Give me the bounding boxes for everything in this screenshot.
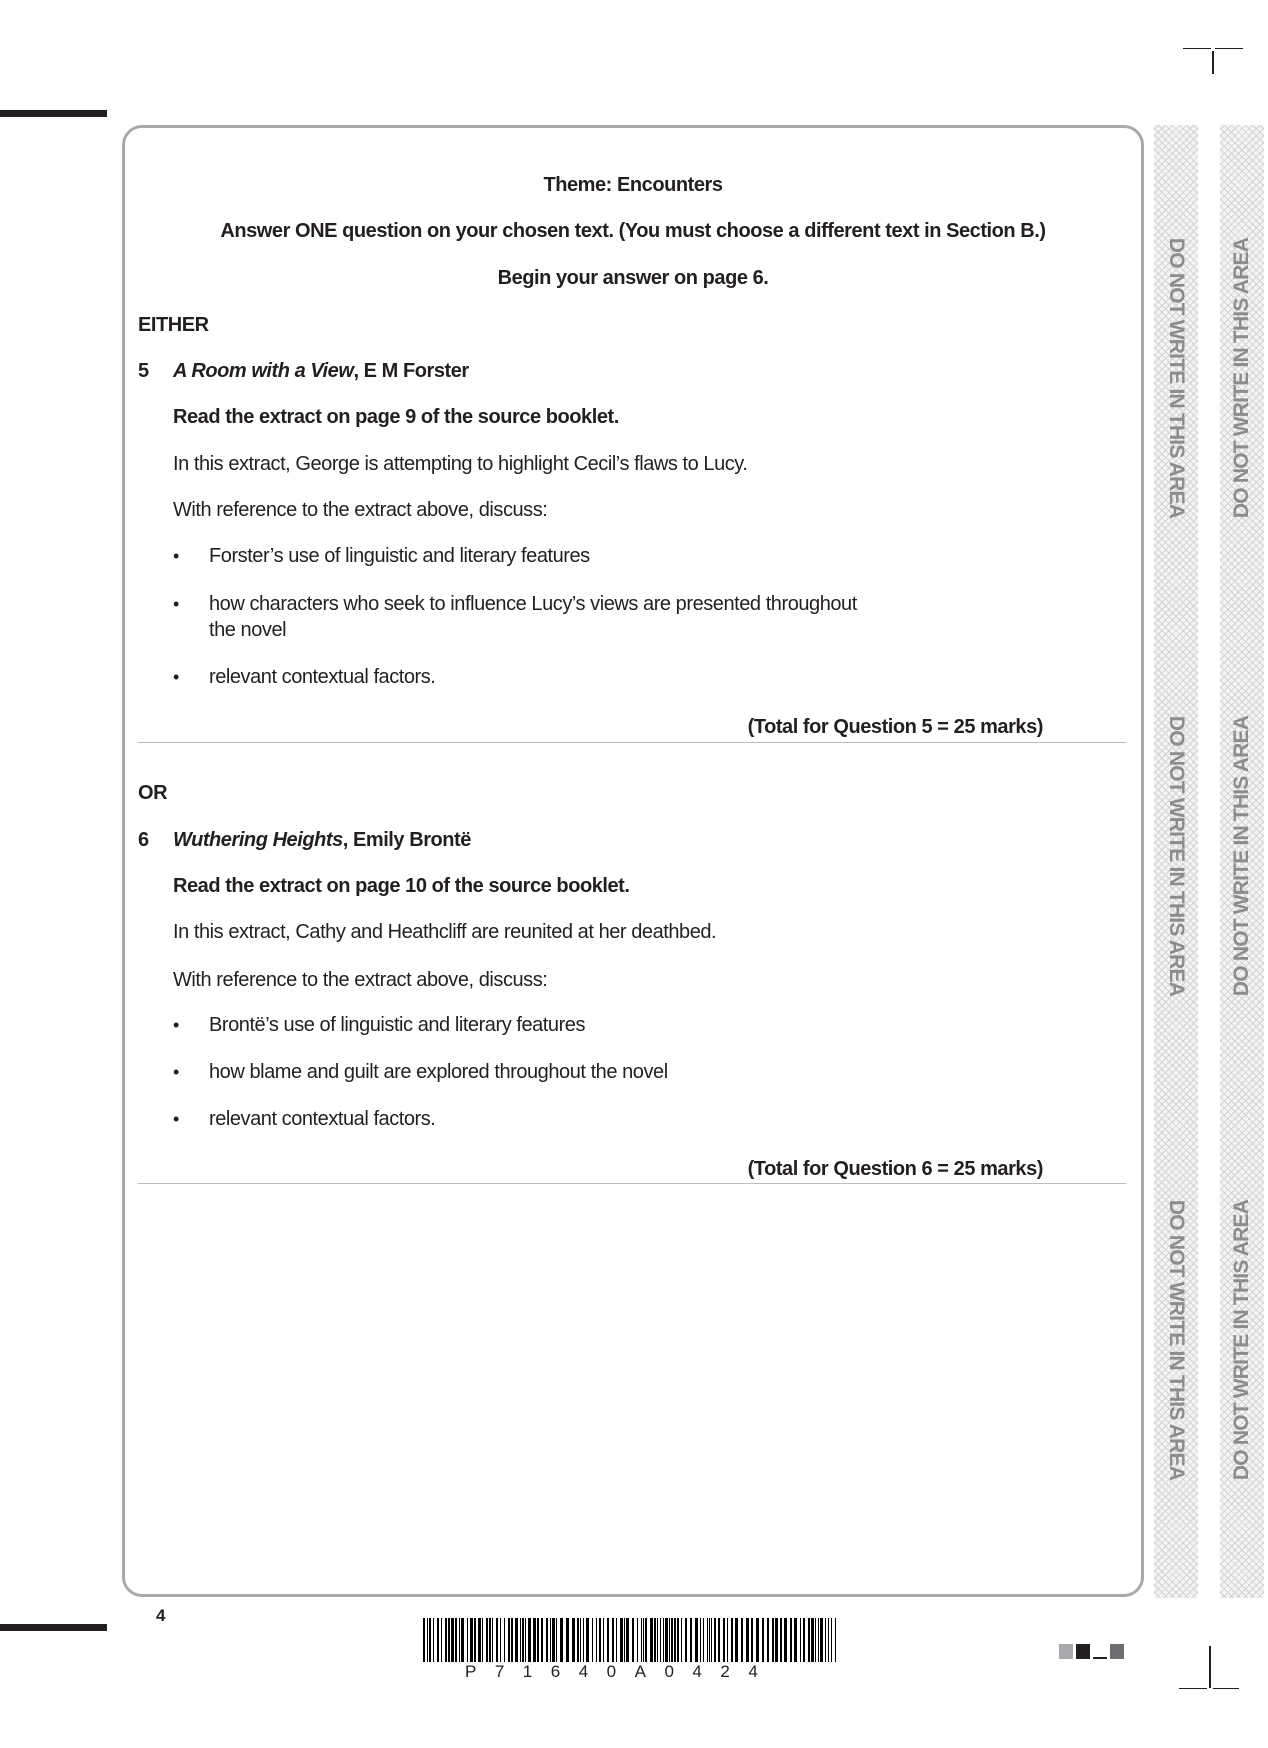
- barcode-bar: [620, 1618, 623, 1662]
- barcode-bar: [707, 1618, 708, 1662]
- registration-bar-bottom: [0, 1624, 107, 1631]
- divider: [138, 742, 1126, 743]
- either-label: EITHER: [138, 314, 209, 336]
- barcode-bar: [486, 1618, 488, 1662]
- instruction: Answer ONE question on your chosen text. (You must choose a different text in Section B.): [220, 220, 1046, 242]
- barcode-bar: [616, 1618, 617, 1662]
- barcode-bar: [550, 1618, 551, 1662]
- barcode-bar: [709, 1618, 710, 1662]
- barcode-bar: [800, 1618, 801, 1662]
- barcode-bar: [674, 1618, 676, 1662]
- barcode-bar: [566, 1618, 569, 1662]
- barcode-bar: [441, 1618, 442, 1662]
- barcode-bar: [592, 1618, 593, 1662]
- context-text: In this extract, Cathy and Heathcliff are reunited at her deathbed.: [173, 921, 717, 943]
- barcode-bar: [820, 1618, 823, 1662]
- barcode-bar: [603, 1618, 604, 1662]
- barcode-bar: [546, 1618, 548, 1662]
- crop-mark: [1215, 48, 1243, 49]
- question-number: 6: [138, 829, 149, 851]
- barcode-bar: [508, 1618, 510, 1662]
- barcode-bar: [451, 1618, 454, 1662]
- barcode-bar: [583, 1618, 584, 1662]
- bullet-item: relevant contextual factors.: [209, 1108, 436, 1130]
- barcode-bar: [731, 1618, 733, 1662]
- book-title: A Room with a View: [173, 360, 354, 382]
- barcode-bar: [775, 1618, 778, 1662]
- question-title: [173, 828, 471, 852]
- bullet-item: Forster’s use of linguistic and literary features: [209, 545, 590, 567]
- divider: [138, 1183, 1126, 1184]
- barcode-bar: [489, 1618, 491, 1662]
- barcode-bar: [718, 1618, 720, 1662]
- question-title: [173, 359, 469, 383]
- bullet-icon: •: [173, 667, 180, 687]
- crop-mark: [1213, 1688, 1239, 1689]
- begin-page-note: Begin your answer on page 6.: [497, 267, 769, 289]
- barcode-bar: [445, 1618, 447, 1662]
- barcode-bar: [790, 1618, 792, 1662]
- margin-warning: DO NOT WRITE IN THIS AREA: [1165, 237, 1188, 519]
- margin-warning: DO NOT WRITE IN THIS AREA: [1165, 715, 1188, 997]
- barcode-bar: [723, 1618, 725, 1662]
- crop-mark: [1209, 1646, 1211, 1688]
- barcode-bar: [541, 1618, 543, 1662]
- bullet-icon: •: [173, 1062, 180, 1082]
- book-title: Wuthering Heights: [173, 829, 343, 851]
- answer-box: [122, 125, 1144, 1597]
- crop-mark: [1183, 48, 1211, 49]
- barcode: [423, 1618, 843, 1662]
- total-marks: (Total for Question 6 = 25 marks): [747, 1158, 1043, 1180]
- barcode-bar: [714, 1618, 716, 1662]
- barcode-bar: [803, 1618, 805, 1662]
- barcode-bar: [654, 1618, 656, 1662]
- barcode-bar: [643, 1618, 644, 1662]
- barcode-bar: [496, 1618, 498, 1662]
- barcode-bar: [695, 1618, 698, 1662]
- bullet-item: how characters who seek to influence Lucy’s views are presented throughout: [209, 593, 857, 615]
- barcode-bar: [437, 1618, 439, 1662]
- barcode-bar: [703, 1618, 704, 1662]
- barcode-bar: [735, 1618, 738, 1662]
- barcode-bar: [641, 1618, 642, 1662]
- barcode-bar: [825, 1618, 826, 1662]
- barcode-bar: [756, 1618, 759, 1662]
- barcode-bar: [632, 1618, 634, 1662]
- barcode-bar: [423, 1618, 425, 1662]
- barcode-bar: [811, 1618, 814, 1662]
- barcode-bar: [580, 1618, 581, 1662]
- barcode-bar: [560, 1618, 563, 1662]
- barcode-bar: [784, 1618, 787, 1662]
- or-label: OR: [138, 782, 168, 804]
- barcode-text: P71640A0424: [465, 1662, 777, 1681]
- margin-warning: DO NOT WRITE IN THIS AREA: [1230, 1199, 1253, 1481]
- barcode-bar: [637, 1618, 638, 1662]
- barcode-bar: [727, 1618, 728, 1662]
- bullet-icon: •: [173, 546, 180, 566]
- barcode-bar: [533, 1618, 536, 1662]
- barcode-bar: [427, 1618, 428, 1662]
- barcode-bar: [815, 1618, 816, 1662]
- registration-square: [1059, 1644, 1073, 1659]
- margin-strip-inner: [1154, 125, 1198, 1598]
- barcode-bar: [746, 1618, 749, 1662]
- crop-mark: [1179, 1688, 1207, 1689]
- barcode-bar: [677, 1618, 679, 1662]
- barcode-bar: [626, 1618, 629, 1662]
- barcode-bar: [681, 1618, 682, 1662]
- barcode-bar: [671, 1618, 673, 1662]
- barcode-bar: [470, 1618, 473, 1662]
- bullet-icon: •: [173, 1109, 180, 1129]
- barcode-bar: [612, 1618, 614, 1662]
- barcode-bar: [831, 1618, 832, 1662]
- barcode-bar: [762, 1618, 764, 1662]
- barcode-bar: [525, 1618, 526, 1662]
- barcode-bar: [515, 1618, 518, 1662]
- total-marks: (Total for Question 5 = 25 marks): [747, 716, 1043, 738]
- barcode-bar: [828, 1618, 829, 1662]
- barcode-bar: [808, 1618, 810, 1662]
- book-author: , Emily Brontë: [342, 829, 471, 851]
- barcode-bar: [461, 1618, 464, 1662]
- barcode-bar: [794, 1618, 797, 1662]
- barcode-bar: [528, 1618, 531, 1662]
- bullet-icon: •: [173, 1015, 180, 1035]
- registration-square: [1110, 1644, 1124, 1659]
- barcode-bar: [492, 1618, 493, 1662]
- barcode-bar: [767, 1618, 769, 1662]
- barcode-bar: [685, 1618, 687, 1662]
- barcode-bar: [433, 1618, 434, 1662]
- read-instruction: Read the extract on page 9 of the source booklet.: [173, 406, 619, 428]
- barcode-bar: [650, 1618, 653, 1662]
- barcode-bar: [711, 1618, 712, 1662]
- margin-warning: DO NOT WRITE IN THIS AREA: [1165, 1199, 1188, 1481]
- bullet-item: Brontë’s use of linguistic and literary features: [209, 1014, 586, 1036]
- prompt-text: With reference to the extract above, discuss:: [173, 499, 548, 521]
- prompt-text: With reference to the extract above, discuss:: [173, 969, 548, 991]
- barcode-bar: [599, 1618, 601, 1662]
- registration-square: [1093, 1644, 1107, 1659]
- barcode-bar: [511, 1618, 513, 1662]
- barcode-bar: [474, 1618, 476, 1662]
- margin-strip-outer: [1220, 125, 1264, 1598]
- barcode-bar: [835, 1618, 836, 1662]
- barcode-bar: [482, 1618, 483, 1662]
- barcode-bar: [657, 1618, 658, 1662]
- barcode-bar: [504, 1618, 505, 1662]
- barcode-bar: [478, 1618, 481, 1662]
- barcode-bar: [467, 1618, 468, 1662]
- barcode-bar: [663, 1618, 664, 1662]
- barcode-bar: [780, 1618, 782, 1662]
- theme-heading: Theme: Encounters: [543, 174, 723, 196]
- question-number: 5: [138, 360, 149, 382]
- barcode-bar: [459, 1618, 460, 1662]
- barcode-bar: [429, 1618, 431, 1662]
- barcode-bar: [577, 1618, 579, 1662]
- barcode-bar: [607, 1618, 609, 1662]
- registration-bar-top: [0, 110, 107, 117]
- barcode-bar: [660, 1618, 661, 1662]
- barcode-bar: [624, 1618, 625, 1662]
- barcode-bar: [690, 1618, 692, 1662]
- barcode-bar: [448, 1618, 450, 1662]
- bullet-item: relevant contextual factors.: [209, 666, 436, 688]
- barcode-bar: [556, 1618, 557, 1662]
- barcode-bar: [586, 1618, 589, 1662]
- barcode-bar: [751, 1618, 753, 1662]
- barcode-bar: [537, 1618, 539, 1662]
- bullet-item: how blame and guilt are explored throughout the novel: [209, 1061, 668, 1083]
- bullet-icon: •: [173, 594, 180, 614]
- barcode-bar: [455, 1618, 457, 1662]
- margin-warning: DO NOT WRITE IN THIS AREA: [1230, 237, 1253, 519]
- barcode-bar: [552, 1618, 555, 1662]
- bullet-item-continuation: the novel: [209, 619, 287, 641]
- barcode-bar: [818, 1618, 819, 1662]
- barcode-bar: [596, 1618, 597, 1662]
- barcode-bar: [741, 1618, 743, 1662]
- crop-mark: [1212, 51, 1214, 74]
- barcode-bar: [665, 1618, 668, 1662]
- barcode-bar: [572, 1618, 575, 1662]
- book-author: , E M Forster: [353, 360, 469, 382]
- margin-warning: DO NOT WRITE IN THIS AREA: [1230, 715, 1253, 997]
- read-instruction: Read the extract on page 10 of the source booklet.: [173, 875, 630, 897]
- barcode-bar: [500, 1618, 501, 1662]
- barcode-bar: [520, 1618, 521, 1662]
- barcode-bar: [772, 1618, 774, 1662]
- barcode-bar: [522, 1618, 524, 1662]
- registration-square: [1076, 1644, 1090, 1659]
- context-text: In this extract, George is attempting to highlight Cecil’s flaws to Lucy.: [173, 453, 748, 475]
- page-number: 4: [156, 1606, 166, 1625]
- barcode-bar: [645, 1618, 647, 1662]
- barcode-bar: [700, 1618, 701, 1662]
- barcode-bar: [669, 1618, 670, 1662]
